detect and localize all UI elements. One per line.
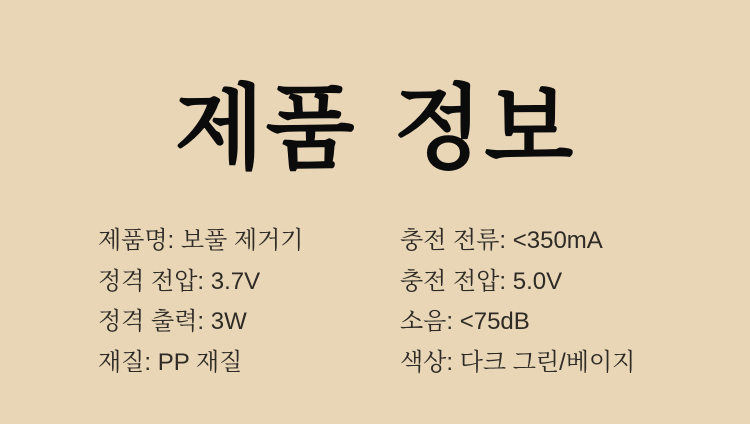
spec-row-noise: 소음: <75dB (400, 308, 530, 335)
spec-row-charge-voltage: 충전 전압: 5.0V (400, 267, 563, 295)
spec-row-material: 재질: PP 재질 (98, 348, 243, 376)
spec-columns (98, 221, 720, 383)
spec-row-rated-voltage: 정격 전압: 3.7V (98, 267, 261, 295)
spec-column-left (98, 221, 400, 383)
spec-row-product-name: 제품명: 보풀 제거기 (98, 227, 304, 254)
spec-row-color: 색상: 다크 그린/베이지 (400, 348, 636, 376)
spec-row-charge-current: 충전 전류: <350mA (400, 227, 603, 254)
spec-row-rated-output: 정격 출력: 3W (98, 308, 247, 335)
page-title: 제품 정보 (174, 78, 576, 180)
spec-column-right (400, 221, 720, 383)
